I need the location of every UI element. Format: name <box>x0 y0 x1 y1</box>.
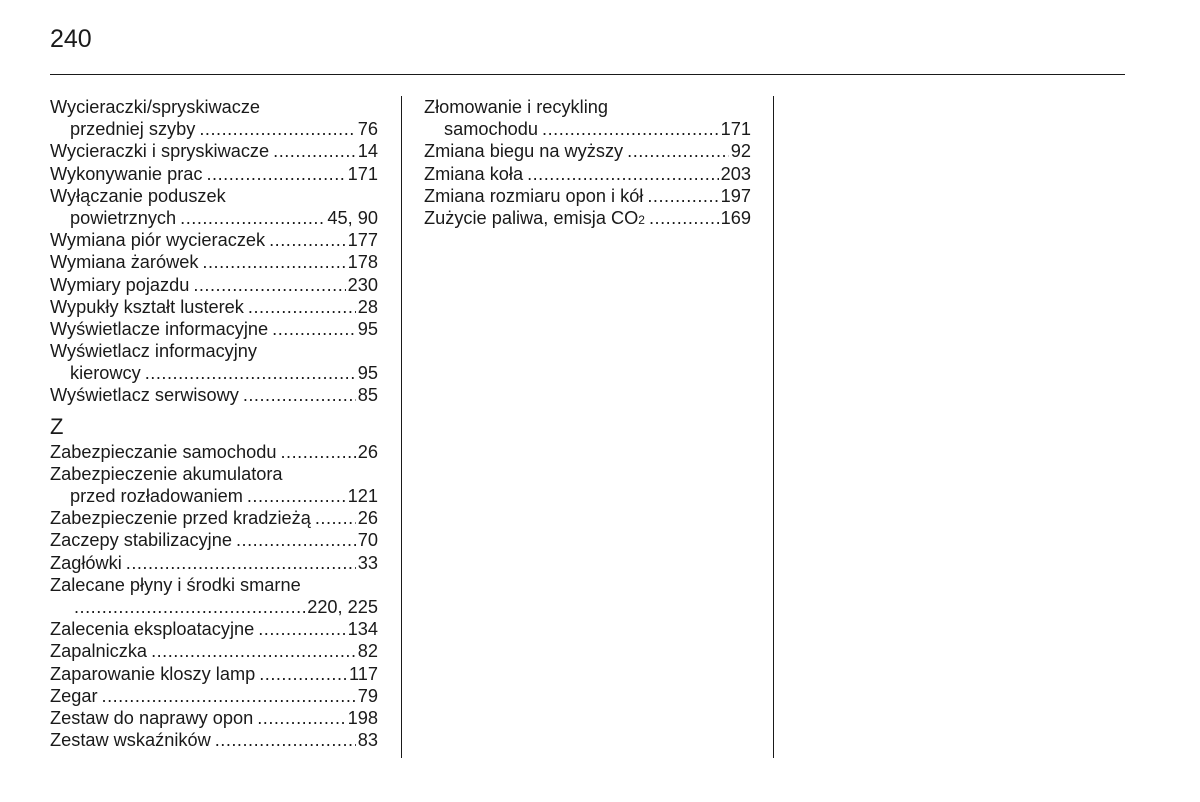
index-entry-term <box>50 618 378 640</box>
page-reference: 95 <box>357 363 378 384</box>
page-reference: 178 <box>347 252 378 273</box>
index-entry <box>50 318 378 340</box>
entry-text: Zestaw do naprawy opon <box>50 707 254 728</box>
entry-text: Zagłówki <box>50 552 122 573</box>
dot-leader <box>151 640 356 662</box>
entry-text: Złomowanie i recykling <box>424 97 608 117</box>
page-reference: 33 <box>357 552 378 573</box>
index-entry-term <box>50 274 378 296</box>
index-entry <box>50 340 378 384</box>
index-entry-continuation <box>50 596 378 618</box>
dot-leader <box>273 140 356 162</box>
page-reference: 45, 90 <box>327 207 378 228</box>
index-entry-continuation <box>50 118 378 140</box>
entry-text: Zużycie paliwa, emisja CO <box>424 207 639 228</box>
index-entry-term <box>50 185 378 207</box>
index-entry-term <box>50 574 378 596</box>
index-entry-term <box>50 251 378 273</box>
entry-text: Zabezpieczenie akumulatora <box>50 463 283 484</box>
entry-text: Wymiana piór wycieraczek <box>50 230 266 251</box>
index-entry <box>50 529 378 551</box>
page-reference: 134 <box>347 619 378 640</box>
index-entry <box>50 296 378 318</box>
index-entry-term <box>50 441 378 463</box>
entry-text: Wyświetlacz informacyjny <box>50 341 258 362</box>
entry-text: Zapalniczka <box>50 641 148 662</box>
entry-text: Zaczepy stabilizacyjne <box>50 530 232 551</box>
entry-text: Wymiana żarówek <box>50 252 199 273</box>
dot-leader <box>206 163 345 185</box>
entry-text: Wyświetlacze informacyjne <box>50 318 269 339</box>
index-entry <box>50 640 378 662</box>
index-entry <box>50 96 378 140</box>
page-reference: 121 <box>347 486 378 506</box>
index-group-z-continued <box>424 96 751 229</box>
page-reference: 171 <box>347 163 378 184</box>
dot-leader <box>145 362 356 384</box>
page-reference: 26 <box>357 508 378 529</box>
page-reference: 95 <box>357 318 378 339</box>
dot-leader <box>248 296 356 318</box>
page-reference: 76 <box>357 119 378 140</box>
page-reference: 198 <box>347 707 378 728</box>
index-entry-term <box>50 340 378 362</box>
entry-text: Zalecane płyny i środki smarne <box>50 574 301 595</box>
index-group-w <box>50 96 378 407</box>
index-entry <box>50 140 378 162</box>
page-reference: 79 <box>357 685 378 706</box>
page-reference: 197 <box>720 185 751 206</box>
entry-text: Zabezpieczenie przed kradzieżą <box>50 508 311 529</box>
header-rule <box>50 74 1125 75</box>
index-column-2 <box>424 96 751 229</box>
entry-text: Zmiana rozmiaru opon i kół <box>424 185 644 206</box>
page-reference: 70 <box>357 530 378 551</box>
page-reference: 82 <box>357 641 378 662</box>
index-entry <box>50 552 378 574</box>
page-reference: 171 <box>720 119 751 140</box>
dot-leader <box>649 207 719 229</box>
dot-leader <box>126 552 356 574</box>
index-entry-continuation <box>424 118 751 140</box>
index-entry-term <box>50 296 378 318</box>
dot-leader <box>74 596 305 618</box>
entry-text: przed rozładowaniem <box>70 486 243 506</box>
index-entry-term <box>50 140 378 162</box>
index-entry <box>50 574 378 618</box>
dot-leader <box>258 618 345 640</box>
page-number: 240 <box>50 25 92 53</box>
index-entry-term <box>50 229 378 251</box>
section-letter-z: Z <box>50 413 64 439</box>
page-reference: 230 <box>347 274 378 295</box>
dot-leader <box>280 441 355 463</box>
index-entry <box>50 663 378 685</box>
page-reference: 85 <box>357 385 378 406</box>
dot-leader <box>647 185 718 207</box>
page-reference: 26 <box>357 441 378 462</box>
page-reference: 169 <box>720 207 751 228</box>
index-entry <box>424 96 751 140</box>
dot-leader <box>243 384 356 406</box>
index-entry-term: Zużycie paliwa, emisja CO 2 ..... 169 <box>424 207 751 229</box>
index-entry-term <box>50 96 378 118</box>
entry-text: Zalecenia eksploatacyjne <box>50 619 255 640</box>
dot-leader <box>102 685 356 707</box>
entry-text: Wyświetlacz serwisowy <box>50 385 239 406</box>
dot-leader <box>527 163 719 185</box>
index-entry-term <box>50 685 378 707</box>
dot-leader <box>542 118 719 140</box>
index-entry <box>50 251 378 273</box>
index-entry-term <box>50 529 378 551</box>
entry-text: przedniej szyby <box>70 119 196 140</box>
entry-text: Wycieraczki/spryskiwacze <box>50 97 261 117</box>
index-entry-continuation <box>50 485 378 507</box>
index-entry-term <box>424 96 751 118</box>
dot-leader <box>259 663 347 685</box>
index-entry-term <box>424 140 751 162</box>
index-entry <box>424 207 751 229</box>
index-entry-continuation <box>50 362 378 384</box>
index-entry <box>50 618 378 640</box>
dot-leader <box>247 485 346 507</box>
page-reference: 14 <box>357 141 378 162</box>
index-entry-term <box>50 640 378 662</box>
index-entry-continuation <box>50 207 378 229</box>
entry-text: Zmiana biegu na wyższy <box>424 141 624 162</box>
entry-text: Zegar <box>50 685 98 706</box>
entry-text: Zaparowanie kloszy lamp <box>50 663 256 684</box>
index-entry-term <box>50 318 378 340</box>
index-entry-term <box>424 163 751 185</box>
entry-text: samochodu <box>444 119 539 140</box>
index-entry <box>50 441 378 463</box>
index-group-z <box>50 441 378 752</box>
dot-leader <box>236 529 356 551</box>
index-entry-term <box>50 163 378 185</box>
index-entry <box>50 384 378 406</box>
index-entry <box>50 729 378 751</box>
dot-leader <box>215 729 356 751</box>
entry-text: Zmiana koła <box>424 163 524 184</box>
entry-text: Wycieraczki i spryskiwacze <box>50 141 270 162</box>
index-entry <box>50 163 378 185</box>
page-reference: 28 <box>357 296 378 317</box>
index-entry-term <box>50 663 378 685</box>
dot-leader <box>272 318 356 340</box>
index-entry-term <box>50 384 378 406</box>
entry-text: Zabezpieczanie samochodu <box>50 441 277 462</box>
page-reference: 92 <box>730 141 751 162</box>
dot-leader <box>193 274 345 296</box>
dot-leader <box>315 507 356 529</box>
dot-leader <box>202 251 345 273</box>
dot-leader <box>627 140 729 162</box>
entry-text: Zestaw wskaźników <box>50 730 211 751</box>
column-divider-1 <box>401 96 402 758</box>
index-entry-term <box>50 463 378 485</box>
dot-leader <box>180 207 325 229</box>
entry-text: Wykonywanie prac <box>50 163 203 184</box>
entry-text: kierowcy <box>70 363 141 384</box>
entry-text: Wypukły kształt lusterek <box>50 296 244 317</box>
index-entry-term <box>424 185 751 207</box>
dot-leader <box>199 118 355 140</box>
index-entry <box>50 185 378 229</box>
index-entry <box>50 229 378 251</box>
entry-text: Wymiary pojazdu <box>50 274 190 295</box>
index-entry <box>50 685 378 707</box>
index-entry-term <box>50 707 378 729</box>
index-entry <box>424 185 751 207</box>
index-entry <box>50 707 378 729</box>
index-entry-term <box>50 552 378 574</box>
page-reference: 177 <box>347 230 378 251</box>
index-column-1 <box>50 96 378 751</box>
index-entry-term <box>50 729 378 751</box>
index-entry <box>424 140 751 162</box>
page-reference: 203 <box>720 163 751 184</box>
dot-leader <box>269 229 346 251</box>
index-entry-term <box>50 507 378 529</box>
page-reference: 117 <box>349 663 378 684</box>
index-entry <box>50 507 378 529</box>
page-reference: 220, 225 <box>307 596 378 617</box>
index-entry <box>50 463 378 507</box>
page-reference: 83 <box>357 730 378 751</box>
index-entry <box>50 274 378 296</box>
index-entry <box>424 163 751 185</box>
entry-text: powietrznych <box>70 207 177 228</box>
column-divider-2 <box>773 96 774 758</box>
entry-text: Wyłączanie poduszek <box>50 185 226 206</box>
dot-leader <box>257 707 345 729</box>
